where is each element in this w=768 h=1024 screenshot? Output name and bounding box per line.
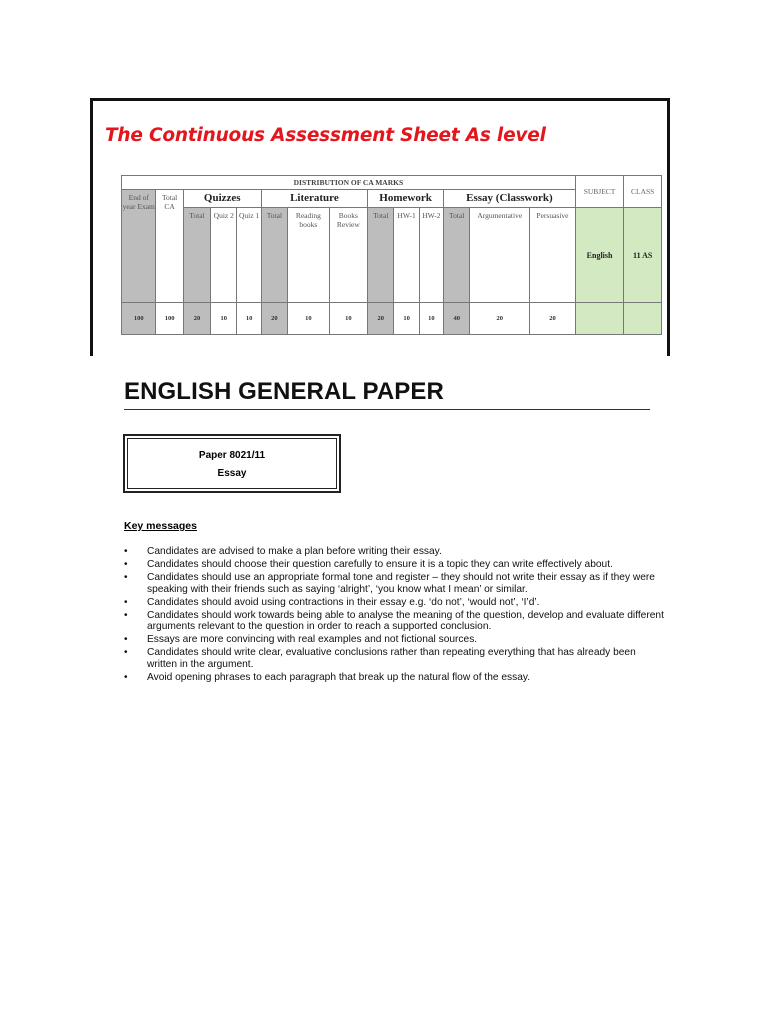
quiz2-header: Quiz 2 <box>211 208 237 303</box>
literature-total-header: Total <box>261 208 287 303</box>
bullet-icon: • <box>124 596 128 608</box>
end-exam-value: 100 <box>122 303 156 335</box>
quiz-total-header: Total <box>183 208 210 303</box>
quiz1-header: Quiz 1 <box>237 208 261 303</box>
distribution-title: DISTRIBUTION OF CA MARKS <box>122 176 576 190</box>
homework-total-header: Total <box>368 208 394 303</box>
bullet-icon: • <box>124 571 128 583</box>
persuasive-value: 20 <box>530 303 576 335</box>
paper-heading: ENGLISH GENERAL PAPER <box>124 378 444 405</box>
homework-header: Homework <box>368 190 444 208</box>
hw1-header: HW-1 <box>394 208 419 303</box>
subject-value: English <box>575 208 624 303</box>
class-value: 11 AS <box>624 208 662 303</box>
key-message-text: Avoid opening phrases to each paragraph that break up the natural flow of the essay. <box>147 671 531 683</box>
key-message-text: Candidates should write clear, evaluative conclusions rather than repeating everything that has already been written in the argument. <box>147 647 636 670</box>
bullet-icon: • <box>124 609 128 621</box>
key-message-text: Candidates should choose their question carefully to ensure it is a topic they can write effectively about. <box>147 558 613 570</box>
hw2-header: HW-2 <box>419 208 443 303</box>
quiz1-value: 10 <box>237 303 261 335</box>
key-message-item <box>124 597 664 609</box>
key-message-item <box>124 610 664 633</box>
class-header: CLASS <box>624 176 662 208</box>
key-message-item <box>124 634 664 646</box>
essay-total-value: 40 <box>444 303 470 335</box>
reading-books-value: 10 <box>288 303 330 335</box>
literature-total-value: 20 <box>261 303 287 335</box>
key-messages-list <box>124 546 664 685</box>
essay-total-header: Total <box>444 208 470 303</box>
hw2-value: 10 <box>419 303 443 335</box>
books-review-header: Books Review <box>329 208 367 303</box>
key-message-text: Candidates should avoid using contractions in their essay e.g. ‘do not’, ‘would not’, ‘I’d’. <box>147 596 540 608</box>
key-message-item <box>124 559 664 571</box>
paper-info-box <box>123 434 341 493</box>
sheet-title: The Continuous Assessment Sheet As level <box>105 125 546 146</box>
paper-type: Essay <box>217 468 247 479</box>
key-message-text: Candidates should work towards being able to analyse the meaning of the question, develop and evaluate different arguments relevant to the question in order to reach a supported conclusion. <box>147 609 664 633</box>
quiz-total-value: 20 <box>183 303 210 335</box>
subject-value-cell <box>575 303 624 335</box>
key-message-item <box>124 572 664 595</box>
persuasive-header: Persuasive <box>530 208 576 303</box>
key-message-item <box>124 672 664 684</box>
paper-code: Paper 8021/11 <box>198 450 266 461</box>
bullet-icon: • <box>124 647 128 659</box>
bullet-icon: • <box>124 634 128 646</box>
literature-header: Literature <box>261 190 367 208</box>
key-message-text: Candidates are advised to make a plan before writing their essay. <box>147 546 442 557</box>
total-ca-header: Total CA <box>156 190 183 303</box>
class-value-cell <box>624 303 662 335</box>
hw1-value: 10 <box>394 303 419 335</box>
heading-divider <box>124 409 650 410</box>
key-message-item <box>124 647 664 670</box>
assessment-sheet-image <box>90 98 670 356</box>
essay-header: Essay (Classwork) <box>444 190 576 208</box>
bullet-icon: • <box>124 546 128 557</box>
reading-books-header: Reading books <box>288 208 330 303</box>
quizzes-header: Quizzes <box>183 190 261 208</box>
english-general-paper-image <box>96 366 678 706</box>
key-message-text: Candidates should use an appropriate formal tone and register – they should not write their essay as if they were speaking with their friends such as saying ‘alright’, ‘you know what I mean’ or similar. <box>147 571 655 595</box>
homework-total-value: 20 <box>368 303 394 335</box>
key-messages-title: Key messages <box>124 520 197 532</box>
total-ca-value: 100 <box>156 303 183 335</box>
argumentative-value: 20 <box>470 303 530 335</box>
key-message-item <box>124 546 664 558</box>
bullet-icon: • <box>124 671 128 683</box>
ca-marks-table <box>121 175 662 335</box>
key-message-text: Essays are more convincing with real examples and not fictional sources. <box>147 634 478 646</box>
subject-header: SUBJECT <box>575 176 624 208</box>
end-exam-header: End of year Exam <box>122 190 156 303</box>
bullet-icon: • <box>124 558 128 570</box>
quiz2-value: 10 <box>211 303 237 335</box>
books-review-value: 10 <box>329 303 367 335</box>
argumentative-header: Argumentative <box>470 208 530 303</box>
